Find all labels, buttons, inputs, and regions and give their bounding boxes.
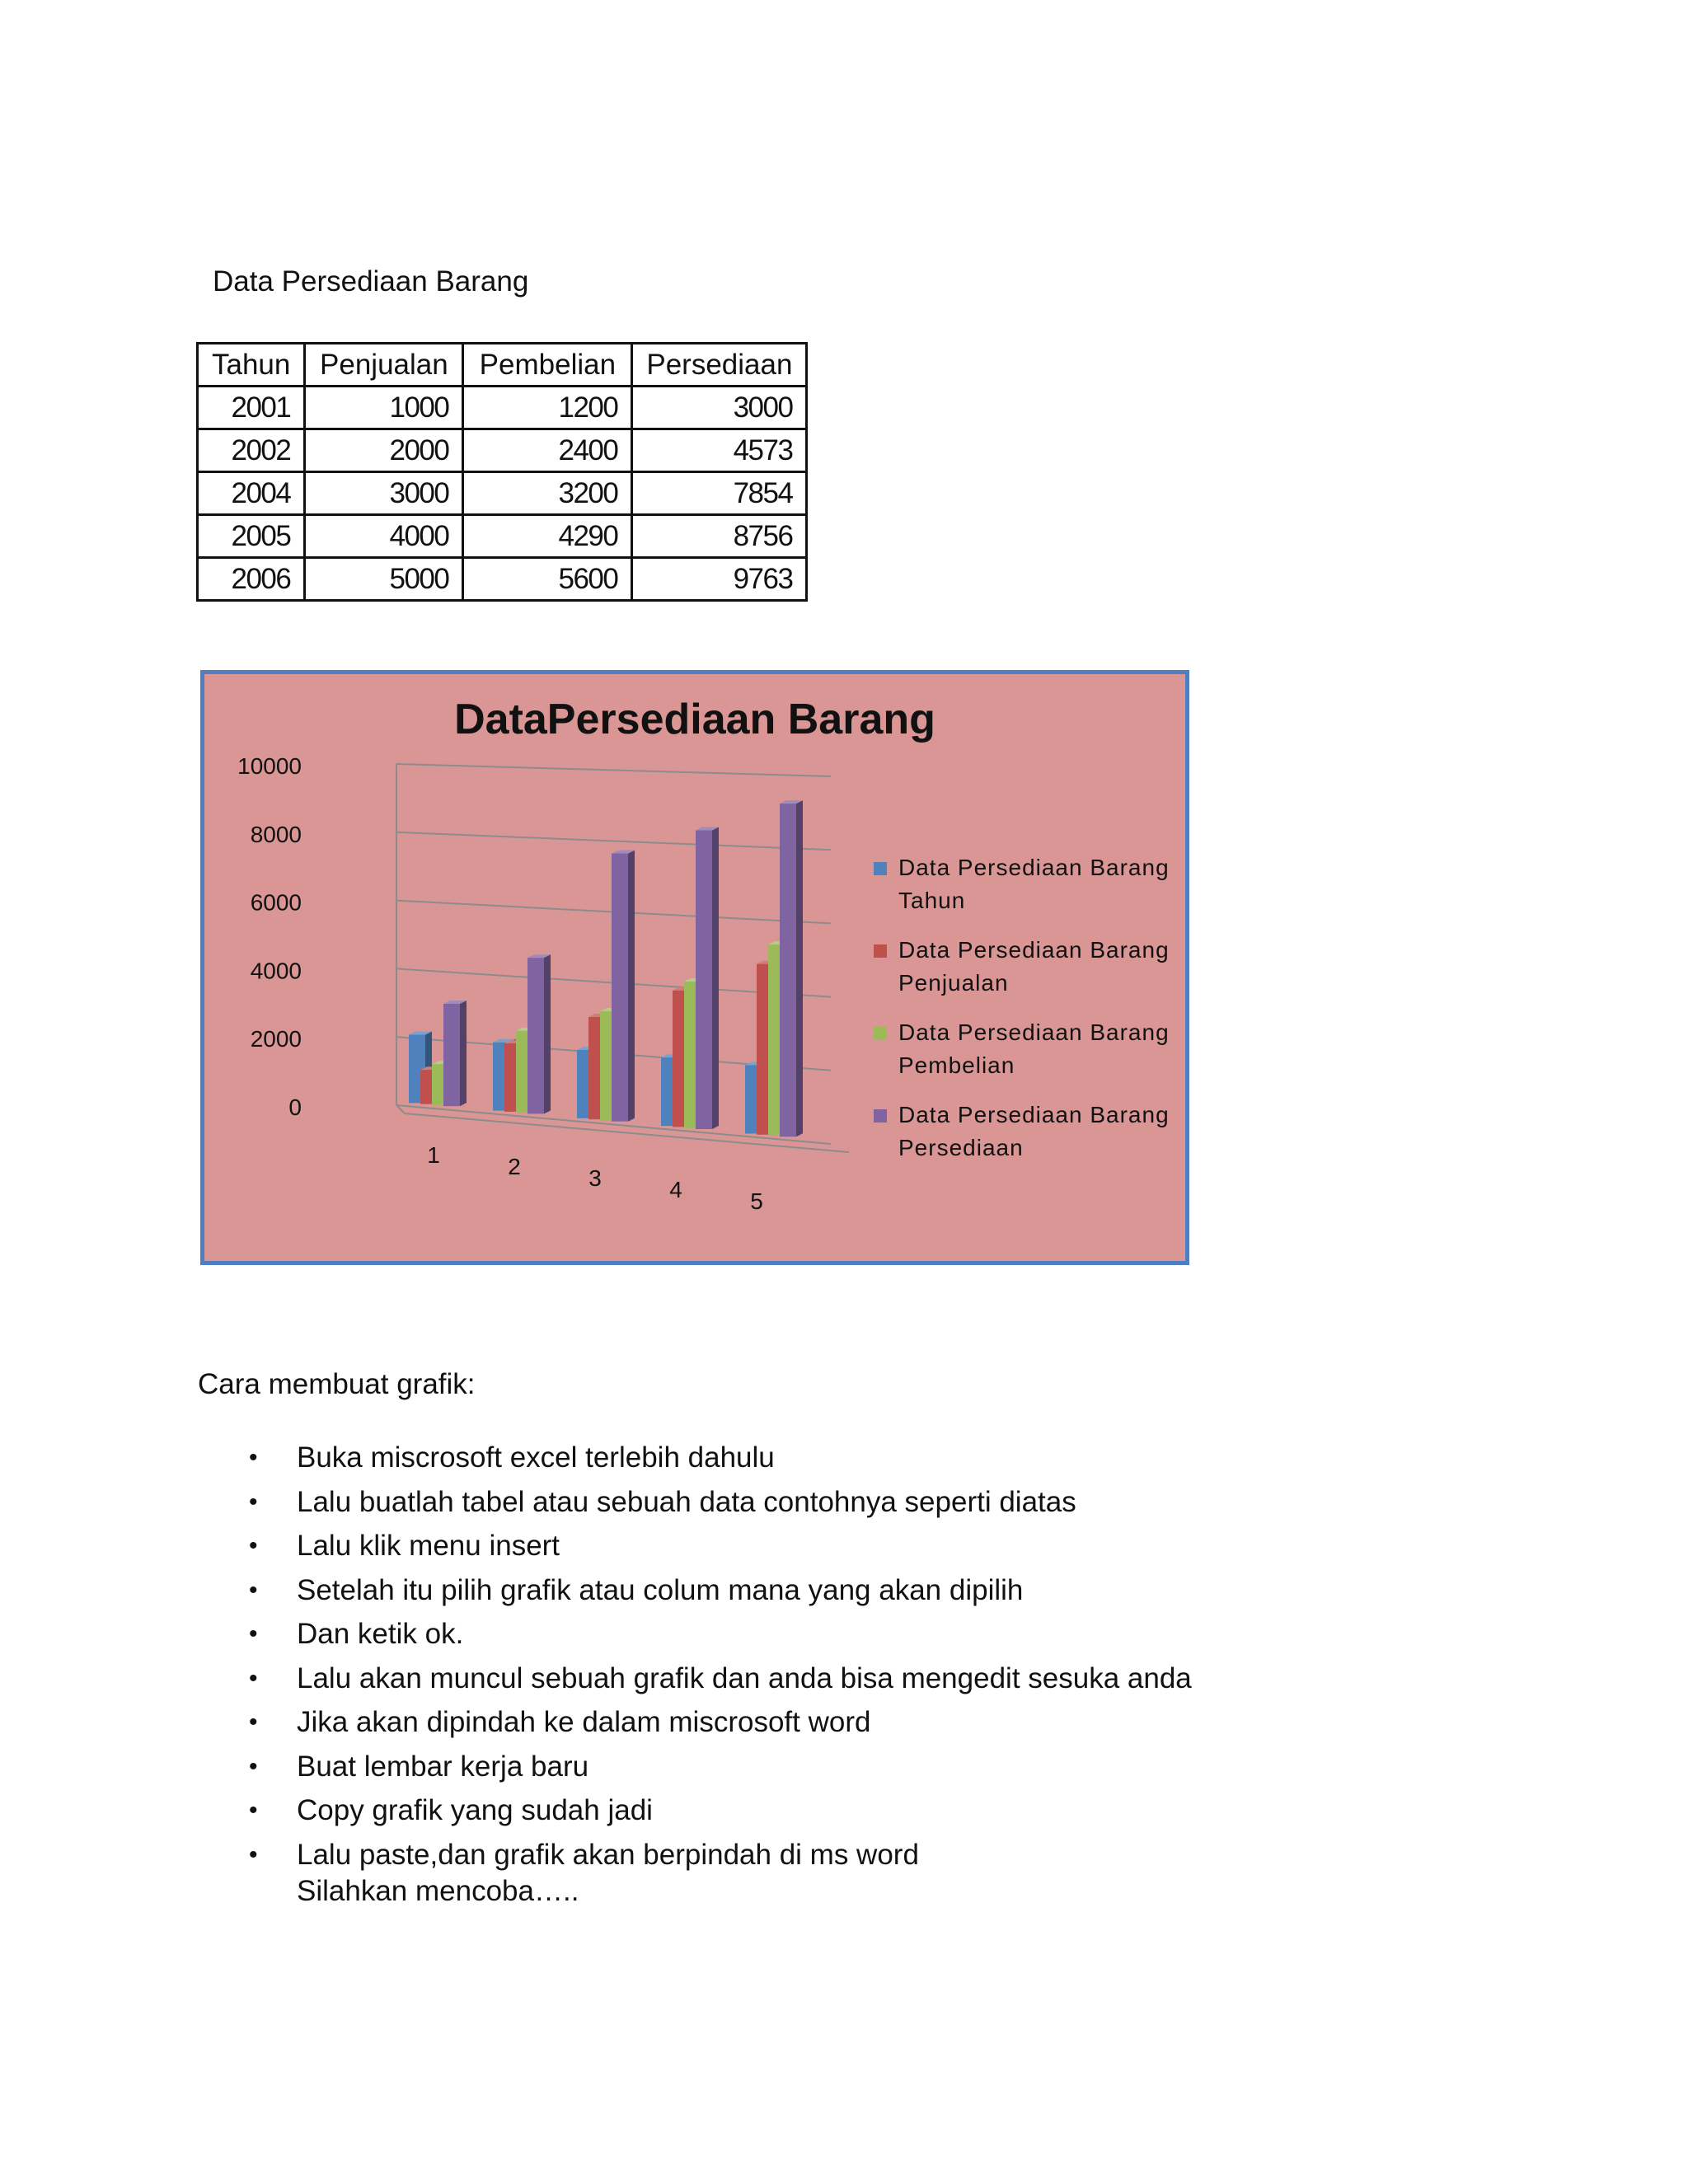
chart-bar <box>612 851 635 1122</box>
list-item-text: Lalu klik menu insert <box>297 1530 560 1562</box>
legend-label: Persediaan <box>898 1135 1024 1160</box>
bar-side <box>460 1001 467 1106</box>
table-cell: 9763 <box>632 558 807 601</box>
chart-bar <box>696 827 719 1129</box>
bullet-icon: • <box>249 1576 258 1604</box>
column-header: Persediaan <box>632 344 807 387</box>
list-item <box>247 1524 1192 1568</box>
table-header-row <box>198 344 807 387</box>
list-item <box>247 1700 1192 1745</box>
table-cell: 7854 <box>632 472 807 515</box>
table-row <box>198 387 807 429</box>
x-tick-label: 1 <box>427 1142 440 1168</box>
column-header: Pembelian <box>463 344 632 387</box>
column-header: Penjualan <box>305 344 463 387</box>
table-cell: 3000 <box>632 387 807 429</box>
legend-item <box>874 855 1170 913</box>
bullet-icon: • <box>249 1708 258 1736</box>
bullet-icon: • <box>249 1532 258 1559</box>
table-cell: 4000 <box>305 515 463 558</box>
bar-side <box>712 827 719 1129</box>
table-cell: 2005 <box>198 515 305 558</box>
data-table <box>196 342 808 602</box>
page-title: Data Persediaan Barang <box>213 265 529 298</box>
instructions-list <box>247 1436 1192 1877</box>
bullet-icon: • <box>249 1797 258 1824</box>
y-tick-label: 4000 <box>250 958 302 984</box>
chart-title: DataPersediaan Barang <box>454 696 935 743</box>
bullet-icon: • <box>249 1840 258 1868</box>
list-item <box>247 1436 1192 1480</box>
table-row <box>198 472 807 515</box>
table-cell: 2000 <box>305 429 463 472</box>
legend-label: Data Persediaan Barang <box>898 1019 1170 1045</box>
x-tick-label: 3 <box>588 1165 602 1191</box>
x-tick-label: 5 <box>750 1188 763 1214</box>
table-cell: 2001 <box>198 387 305 429</box>
table-cell: 4573 <box>632 429 807 472</box>
table-cell: 2002 <box>198 429 305 472</box>
chart-legend <box>874 855 1170 1160</box>
legend-label: Tahun <box>898 888 966 913</box>
bullet-icon: • <box>249 1664 258 1692</box>
list-item <box>247 1568 1192 1613</box>
column-header: Tahun <box>198 344 305 387</box>
y-tick-label: 8000 <box>250 821 302 847</box>
table-row <box>198 429 807 472</box>
table-cell: 2400 <box>463 429 632 472</box>
table-cell: 2004 <box>198 472 305 515</box>
bar-front <box>696 831 712 1129</box>
legend-swatch <box>874 944 887 958</box>
list-item-text: Lalu paste,dan grafik akan berpindah di ms word <box>297 1838 919 1871</box>
table-cell: 8756 <box>632 515 807 558</box>
list-item-text: Jika akan dipindah ke dalam miscrosoft word <box>297 1706 871 1738</box>
bullet-icon: • <box>249 1752 258 1780</box>
x-tick-label: 4 <box>669 1177 682 1202</box>
chart-bar <box>528 954 551 1113</box>
legend-label: Data Persediaan Barang <box>898 937 1170 963</box>
bar-side <box>544 954 551 1113</box>
list-item <box>247 1745 1192 1789</box>
legend-item <box>874 1102 1170 1160</box>
chart-container[interactable] <box>200 670 1189 1265</box>
legend-item <box>874 1019 1170 1078</box>
list-item <box>247 1788 1192 1833</box>
legend-swatch <box>874 1109 887 1122</box>
bar-side <box>628 851 635 1122</box>
bar-front <box>780 804 796 1137</box>
list-item-text: Dan ketik ok. <box>297 1618 464 1650</box>
y-tick-label: 10000 <box>237 753 302 779</box>
list-item <box>247 1480 1192 1525</box>
bar-front <box>443 1004 460 1106</box>
chart-bars <box>409 800 803 1137</box>
table-row <box>198 515 807 558</box>
gridline <box>396 832 831 850</box>
list-item <box>247 1833 1192 1877</box>
bar-front <box>528 958 544 1113</box>
table-cell: 2006 <box>198 558 305 601</box>
legend-label: Pembelian <box>898 1052 1015 1078</box>
legend-label: Data Persediaan Barang <box>898 855 1170 880</box>
closing-text: Silahkan mencoba….. <box>297 1875 579 1907</box>
legend-label: Data Persediaan Barang <box>898 1102 1170 1127</box>
list-item-text: Copy grafik yang sudah jadi <box>297 1794 653 1826</box>
list-item <box>247 1612 1192 1657</box>
list-item-text: Lalu akan muncul sebuah grafik dan anda bisa mengedit sesuka anda <box>297 1661 1192 1694</box>
legend-label: Penjualan <box>898 970 1009 996</box>
x-tick-label: 2 <box>508 1154 521 1179</box>
bullet-icon: • <box>249 1488 258 1516</box>
legend-swatch <box>874 862 887 875</box>
instructions-title: Cara membuat grafik: <box>198 1368 476 1400</box>
y-tick-label: 6000 <box>250 889 302 916</box>
bullet-icon: • <box>249 1620 258 1647</box>
legend-item <box>874 937 1170 996</box>
bar-front <box>612 854 628 1122</box>
list-item-text: Lalu buatlah tabel atau sebuah data contohnya seperti diatas <box>297 1485 1076 1518</box>
legend-swatch <box>874 1027 887 1040</box>
chart-bar <box>780 800 803 1137</box>
table-cell: 5000 <box>305 558 463 601</box>
table-cell: 3000 <box>305 472 463 515</box>
list-item-text: Buat lembar kerja baru <box>297 1750 589 1783</box>
table-cell: 3200 <box>463 472 632 515</box>
gridline <box>396 764 831 776</box>
table-cell: 4290 <box>463 515 632 558</box>
list-item <box>247 1657 1192 1701</box>
chart-bar <box>443 1001 467 1106</box>
chart-canvas <box>204 674 1185 1261</box>
y-tick-label: 0 <box>288 1094 302 1120</box>
list-item-text: Setelah itu pilih grafik atau colum mana yang akan dipilih <box>297 1573 1024 1606</box>
bar-side <box>796 800 803 1137</box>
table-cell: 5600 <box>463 558 632 601</box>
y-tick-label: 2000 <box>250 1026 302 1052</box>
table-row <box>198 558 807 601</box>
table-cell: 1000 <box>305 387 463 429</box>
list-item-text: Buka miscrosoft excel terlebih dahulu <box>297 1441 775 1474</box>
bullet-icon: • <box>249 1444 258 1471</box>
table-cell: 1200 <box>463 387 632 429</box>
